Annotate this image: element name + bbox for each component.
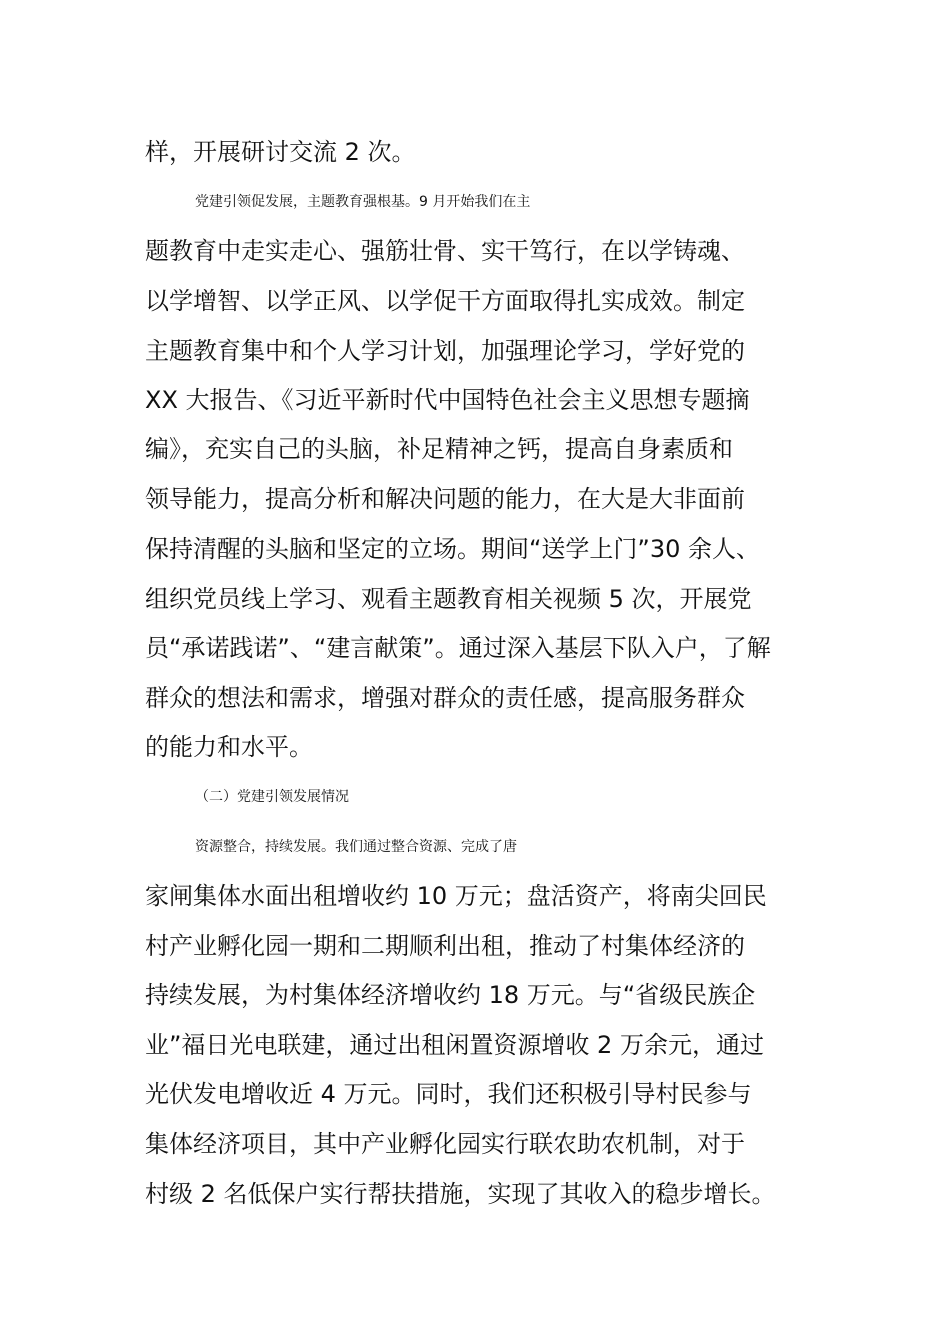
paragraph-line: 业”福日光电联建，通过出租闲置资源增收 2 万余元，通过 [145,1031,764,1059]
paragraph-line: 群众的想法和需求，增强对群众的责任感，提高服务群众 [145,684,745,712]
paragraph-line: 资源整合，持续发展。我们通过整合资源、完成了唐 [195,839,517,855]
paragraph-line: 题教育中走实走心、强筋壮骨、实干笃行，在以学铸魂、 [145,237,745,265]
paragraph-line: 光伏发电增收近 4 万元。同时，我们还积极引导村民参与 [145,1080,752,1108]
paragraph-line: 保持清醒的头脑和坚定的立场。期间“送学上门”30 余人、 [145,535,761,563]
paragraph-line: 的能力和水平。 [145,733,313,761]
paragraph-line: 村级 2 名低保户实行帮扶措施，实现了其收入的稳步增长。 [145,1180,776,1208]
section-heading: （二）党建引领发展情况 [195,789,349,805]
paragraph-line: 村产业孵化园一期和二期顺利出租，推动了村集体经济的 [145,932,745,960]
paragraph-line: 持续发展，为村集体经济增收约 18 万元。与“省级民族企 [145,981,756,1009]
paragraph-line: 以学增智、以学正风、以学促干方面取得扎实成效。制定 [145,287,745,315]
paragraph-line: 编》，充实自己的头脑，补足精神之钙，提高自身素质和 [145,435,733,463]
paragraph-line: 样，开展研讨交流 2 次。 [145,138,416,166]
paragraph-line: 主题教育集中和个人学习计划，加强理论学习，学好党的 [145,337,745,365]
paragraph-line: 集体经济项目，其中产业孵化园实行联农助农机制，对于 [145,1130,745,1158]
paragraph-line: 家闸集体水面出租增收约 10 万元；盘活资产，将南尖回民 [145,882,767,910]
paragraph-line: 领导能力，提高分析和解决问题的能力，在大是大非面前 [145,485,745,513]
paragraph-line: XX 大报告、《习近平新时代中国特色社会主义思想专题摘 [145,386,750,414]
paragraph-line: 党建引领促发展，主题教育强根基。9 月开始我们在主 [195,194,531,210]
paragraph-line: 组织党员线上学习、观看主题教育相关视频 5 次，开展党 [145,585,752,613]
paragraph-line: 员“承诺践诺”、“建言献策”。通过深入基层下队入户，了解 [145,634,771,662]
